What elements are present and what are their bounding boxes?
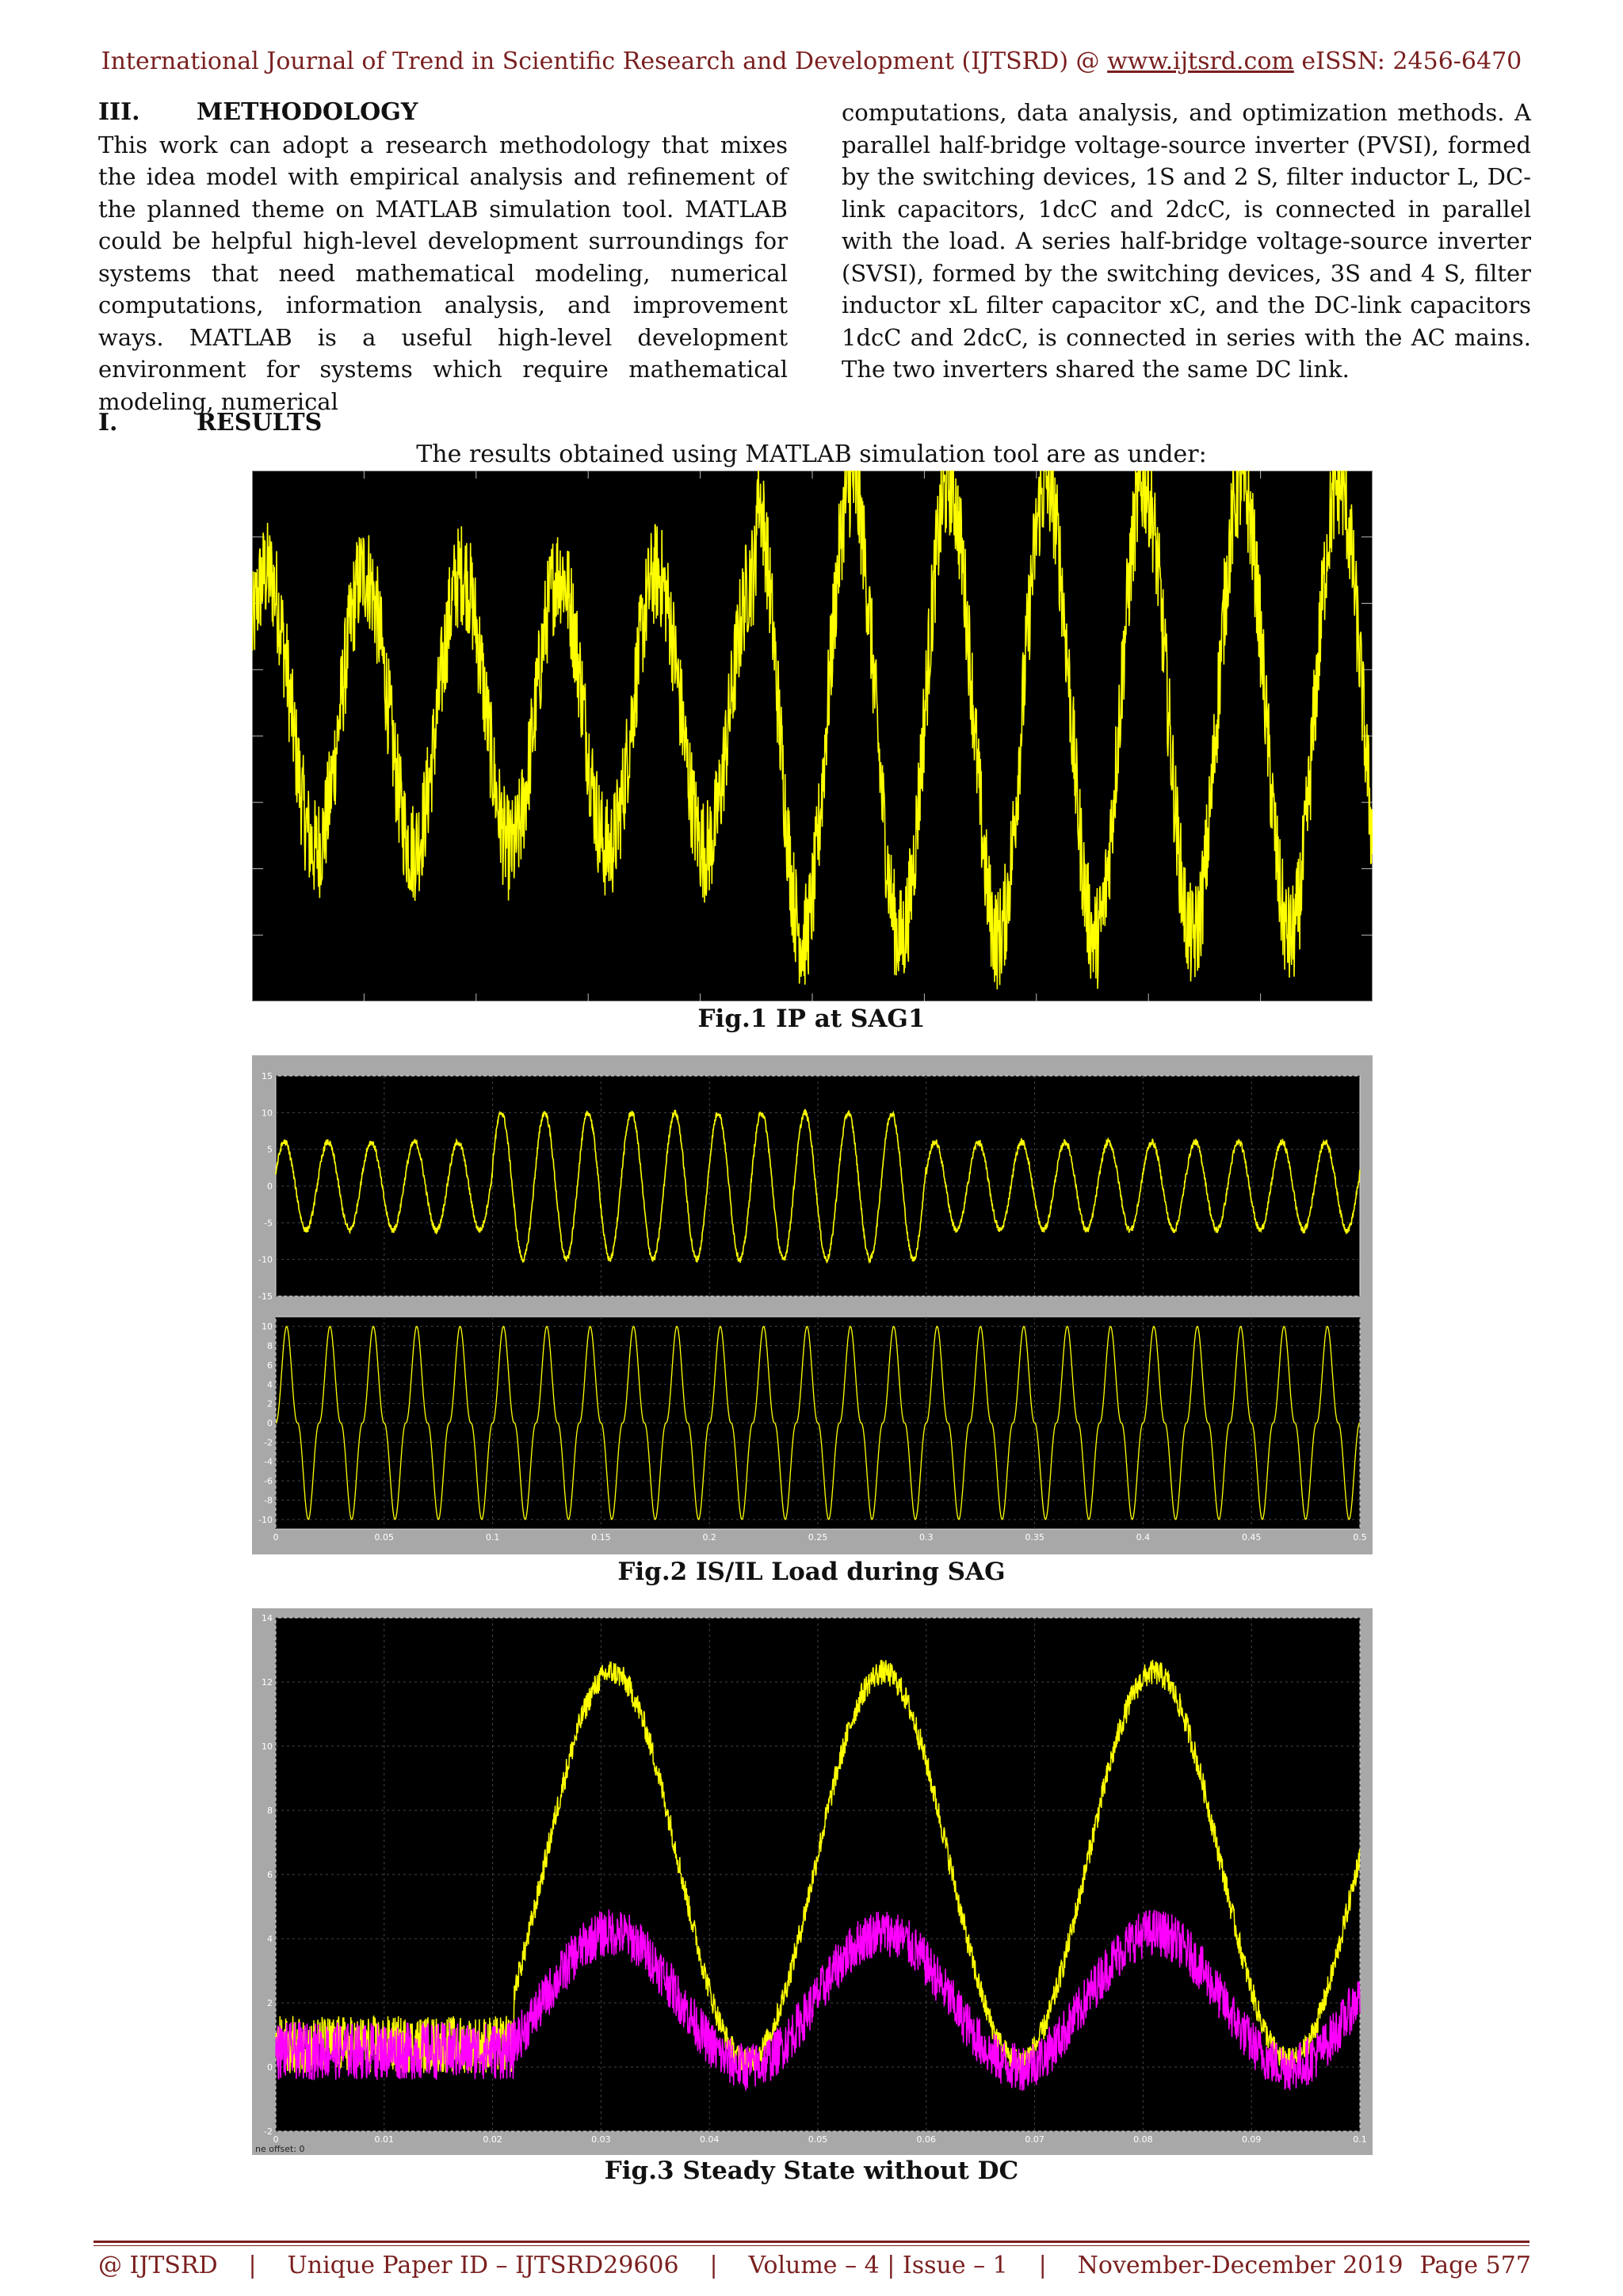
x-tick-label: 0.1: [485, 1532, 500, 1543]
page-footer: [98, 2252, 1531, 2279]
x-tick-label: 0.01: [374, 2134, 395, 2145]
y-tick-label: 6: [267, 1360, 273, 1371]
x-tick-label: 0.25: [808, 1532, 828, 1543]
y-tick-label: -4: [264, 1456, 273, 1467]
y-tick-label: 8: [267, 1806, 273, 1816]
y-tick-label: -6: [264, 1476, 273, 1487]
journal-issn: eISSN: 2456-6470: [1301, 48, 1522, 75]
footer-publisher: @ IJTSRD: [98, 2252, 218, 2279]
y-tick-label: 15: [262, 1071, 273, 1081]
footer-volume: Volume – 4 | Issue – 1: [748, 2252, 1008, 2279]
x-tick-label: 0: [273, 1532, 279, 1543]
y-tick-label: 10: [262, 1741, 273, 1752]
x-tick-label: 0.4: [1136, 1532, 1151, 1543]
y-tick-label: -15: [258, 1291, 273, 1302]
footer-page: Page 577: [1419, 2252, 1531, 2279]
methodology-heading: [98, 97, 788, 129]
x-tick-label: 0.09: [1241, 2134, 1262, 2145]
y-tick-label: -5: [264, 1218, 273, 1229]
methodology-left-column: [98, 97, 788, 418]
footer-separator: |: [709, 2252, 718, 2279]
methodology-left-text: This work can adopt a research methodology that mixes the idea model with empirical analysis and refinement of the planned theme on MATLAB simulation tool. MATLAB could be helpful high-level development surroundings for systems that need mathematical modeling, numerical computations, information analysis, and improvement ways. MATLAB is a useful high-level development environment for systems which require mathematical modeling, numerical: [98, 131, 788, 415]
x-tick-label: 0.07: [1025, 2134, 1044, 2145]
figure-2-plot: [252, 1055, 1373, 1554]
y-tick-label: 10: [262, 1322, 273, 1333]
journal-url-link[interactable]: www.ijtsrd.com: [1107, 48, 1294, 75]
y-tick-label: 2: [267, 1998, 273, 2008]
footer-separator: |: [248, 2252, 257, 2279]
results-number: I.: [98, 409, 118, 437]
methodology-title: METHODOLOGY: [197, 98, 418, 126]
y-tick-label: -10: [258, 1254, 273, 1265]
x-tick-label: 0.2: [702, 1532, 716, 1543]
offset-label: ne offset: 0: [255, 2144, 305, 2154]
figure-1-caption: Fig.1 IP at SAG1: [697, 1005, 926, 1033]
footer-paper-id: Unique Paper ID – IJTSRD29606: [287, 2252, 679, 2279]
figure-2-caption: Fig.2 IS/IL Load during SAG: [617, 1558, 1006, 1586]
x-tick-label: 0.05: [374, 1532, 395, 1543]
y-tick-label: 0: [267, 1418, 273, 1428]
y-tick-label: 8: [267, 1341, 273, 1352]
y-tick-label: 12: [262, 1677, 273, 1688]
results-title: RESULTS: [197, 409, 323, 437]
y-tick-label: 2: [267, 1398, 273, 1409]
y-tick-label: -2: [264, 2126, 273, 2137]
y-tick-label: 4: [267, 1934, 273, 1944]
results-heading: [98, 409, 322, 437]
footer-date: November-December 2019: [1077, 2252, 1403, 2279]
x-tick-label: 0.08: [1133, 2134, 1153, 2145]
y-tick-label: 14: [262, 1613, 273, 1623]
x-tick-label: 0.02: [483, 2134, 502, 2145]
y-tick-label: 0: [267, 2062, 273, 2073]
x-tick-label: 0.06: [916, 2134, 937, 2145]
figure-3-caption: Fig.3 Steady State without DC: [604, 2157, 1019, 2185]
y-tick-label: 4: [267, 1379, 273, 1390]
x-tick-label: 0: [273, 2134, 279, 2145]
x-tick-label: 0.03: [591, 2134, 611, 2145]
x-tick-label: 0.45: [1241, 1532, 1262, 1543]
figure-3-plot: [252, 1608, 1373, 2155]
y-tick-label: 5: [267, 1144, 273, 1155]
y-tick-label: 10: [262, 1108, 273, 1119]
x-tick-label: 0.04: [699, 2134, 720, 2145]
methodology-right-text: computations, data analysis, and optimization methods. A parallel half-bridge voltage-source inverter (PVSI), formed by the switching devices, 1S and 2 S, filter inductor L, DC-link capacitors, 1dcC and 2dcC, is connected in parallel with the load. A series half-bridge voltage-source inverter (SVSI), formed by the switching devices, 3S and 4 S, filter inductor xL filter capacitor xC, and the DC-link capacitors 1dcC and 2dcC, is connected in series with the AC mains. The two inverters shared the same DC link.: [842, 99, 1531, 383]
x-tick-label: 0.3: [919, 1532, 934, 1543]
x-tick-label: 0.05: [808, 2134, 828, 2145]
x-tick-label: 0.5: [1353, 1532, 1367, 1543]
figure-1-plot: [252, 471, 1373, 1001]
methodology-right-column: [842, 97, 1531, 386]
y-tick-label: 0: [267, 1181, 273, 1192]
journal-name: International Journal of Trend in Scientific Research and Development (IJTSRD) @: [101, 48, 1100, 75]
x-tick-label: 0.1: [1353, 2134, 1367, 2145]
footer-rule: [94, 2241, 1529, 2243]
y-tick-label: 6: [267, 1870, 273, 1880]
y-tick-label: -8: [264, 1495, 273, 1506]
footer-rule-thin: [94, 2245, 1529, 2246]
x-tick-label: 0.35: [1025, 1532, 1044, 1543]
x-tick-label: 0.15: [591, 1532, 611, 1543]
journal-header: [0, 48, 1623, 75]
y-tick-label: -10: [258, 1514, 273, 1525]
results-intro: The results obtained using MATLAB simulation tool are as under:: [416, 441, 1207, 468]
footer-separator: |: [1038, 2252, 1047, 2279]
y-tick-label: -2: [264, 1437, 273, 1448]
methodology-number: III.: [98, 98, 140, 126]
